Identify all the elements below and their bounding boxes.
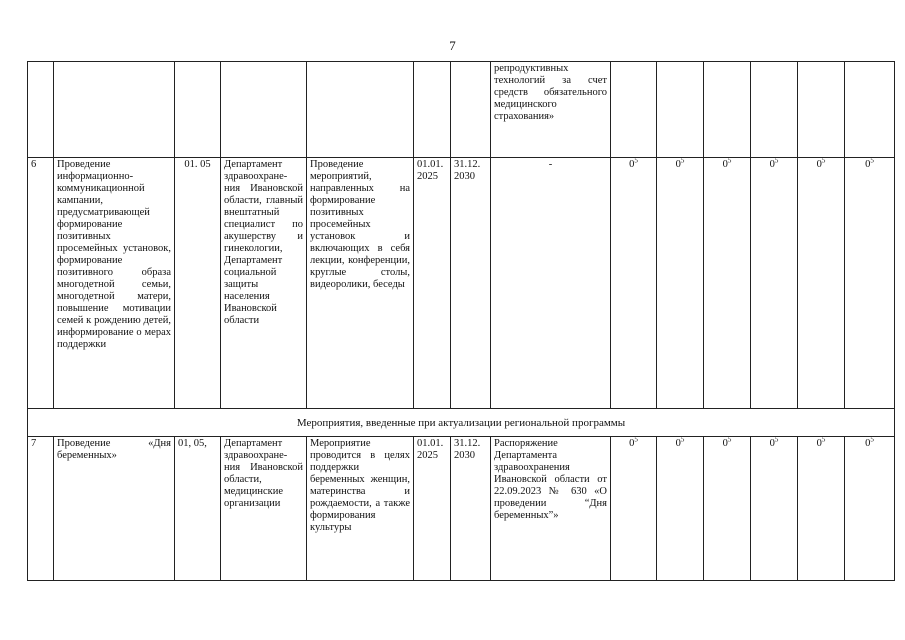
- value: 0: [865, 438, 871, 449]
- footnote-mark: 5: [634, 436, 638, 444]
- legal-basis: репродуктивных технологий за счет средств обязательного медицинского страхования»: [491, 62, 611, 158]
- footnote-mark: 5: [774, 436, 779, 444]
- table-row: [28, 437, 895, 581]
- executor: Департамент здравоохране-ния Ивановской области, главный внештатный специалист по акушерству и гинекологии, Департамент социальной защиты населения Ивановской области: [221, 158, 307, 409]
- row-number: 7: [28, 437, 54, 581]
- value: 0: [865, 159, 871, 170]
- footnote-mark: 5: [727, 436, 732, 444]
- measure-content: [307, 62, 414, 158]
- value-cell: [611, 62, 657, 158]
- value-cell: [704, 62, 751, 158]
- start-date: [414, 62, 451, 158]
- legal-basis: Распоряжение Департамента здравоохранения Ивановской области от 22.09.2023 № 630 «О проведении “Дня беременных”»: [491, 437, 611, 581]
- page-number: 7: [449, 38, 456, 53]
- measure-name: Проведение информационно-коммуникационной кампании, предусматривающей формирование позитивных просемейных установок, формирование позитивного образа многодетной семьи, многодетной матери, повышение мотивации семей к рождению детей, информирование о мерах поддержки: [54, 158, 175, 409]
- legal-basis: -: [491, 158, 611, 409]
- footnote-mark: 5: [727, 157, 732, 165]
- measure-content: Проведение мероприятий, направленных на формирование позитивных просемейных установок и включающих в себя лекции, конференции, круглые столы, видеоролики, беседы: [307, 158, 414, 409]
- measure-content: Мероприятие проводится в целях поддержки беременных женщин, материнства и рождаемости, а также формирования культуры: [307, 437, 414, 581]
- value-cell: [751, 158, 798, 409]
- value-cell: [751, 437, 798, 581]
- value: 0: [816, 438, 822, 449]
- footnote-mark: 5: [680, 436, 685, 444]
- footnote-mark: 5: [870, 436, 874, 444]
- program-table: [27, 61, 895, 581]
- value-cell: [845, 437, 895, 581]
- value: 0: [722, 438, 728, 449]
- start-date: 01.01. 2025: [414, 437, 451, 581]
- footnote-mark: 5: [680, 157, 685, 165]
- value-cell: [657, 62, 704, 158]
- footnote-mark: 5: [821, 157, 826, 165]
- value: 0: [675, 159, 681, 170]
- value-cell: [704, 437, 751, 581]
- task-code: 01, 05,: [175, 437, 221, 581]
- value-cell: [845, 62, 895, 158]
- value: 0: [816, 159, 822, 170]
- task-code: 01. 05: [175, 158, 221, 409]
- footnote-mark: 5: [870, 157, 874, 165]
- row-number: 6: [28, 158, 54, 409]
- measure-name: Проведение «Дня беременных»: [54, 437, 175, 581]
- value-cell: [704, 158, 751, 409]
- section-row: [28, 409, 895, 437]
- footnote-mark: 5: [634, 157, 638, 165]
- table-row: [28, 158, 895, 409]
- end-date: [451, 62, 491, 158]
- footnote-mark: 5: [821, 436, 826, 444]
- end-date: 31.12. 2030: [451, 158, 491, 409]
- end-date: 31.12. 2030: [451, 437, 491, 581]
- value-cell: [751, 62, 798, 158]
- value: 0: [675, 438, 681, 449]
- start-date: 01.01. 2025: [414, 158, 451, 409]
- value-cell: [798, 62, 845, 158]
- value: 0: [629, 159, 635, 170]
- executor: [221, 62, 307, 158]
- task-code: [175, 62, 221, 158]
- value-cell: [798, 158, 845, 409]
- table-row: [28, 62, 895, 158]
- value-cell: [611, 437, 657, 581]
- value-cell: [798, 437, 845, 581]
- value-cell: [657, 158, 704, 409]
- measure-name: [54, 62, 175, 158]
- value: 0: [769, 438, 775, 449]
- footnote-mark: 5: [774, 157, 779, 165]
- value: 0: [629, 438, 635, 449]
- value: 0: [722, 159, 728, 170]
- value: 0: [769, 159, 775, 170]
- value-cell: [657, 437, 704, 581]
- value-cell: [611, 158, 657, 409]
- row-number: [28, 62, 54, 158]
- value-cell: [845, 158, 895, 409]
- executor: Департамент здравоохране-ния Ивановской области, медицинские организации: [221, 437, 307, 581]
- section-title: Мероприятия, введенные при актуализации региональной программы: [28, 409, 895, 437]
